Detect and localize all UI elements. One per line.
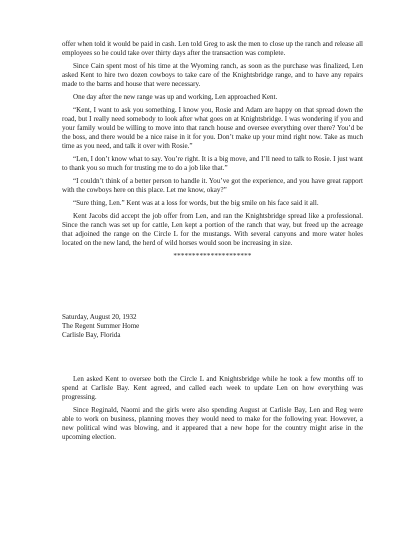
- paragraph-reginald-naomi: Since Reginald, Naomi and the girls were also spending August at Carlisle Bay, Len and Reg were able to work on business, planning moves they would need to make for the following year. However, a new political wind was blowing, and it appeared that a new hope for the country might arise in the upcoming election.: [62, 406, 363, 441]
- paragraph-offer-cash: offer when told it would be paid in cash. Len told Greg to ask the men to close up the ranch and release all employees so he could take over thirty days after the transaction was complete.: [62, 40, 363, 57]
- dateline: [62, 313, 363, 341]
- paragraph-kent-sure-thing: “Sure thing, Len.” Kent was at a loss for words, but the big smile on his face said it all.: [73, 198, 319, 207]
- section-separator: *********************: [173, 251, 252, 260]
- paragraph-len-response: “I couldn’t think of a better person to handle it. You’ve got the experience, and you have great rapport with the cowboys here on this place. Let me know, okay?”: [62, 176, 363, 194]
- section-two: [62, 375, 363, 442]
- dateline-place: The Regent Summer Home: [62, 321, 140, 330]
- paragraph-len-offer-speech: “Kent, I want to ask you something. I know you, Rosie and Adam are happy on that spread down the road, but I really need somebody to look after what goes on at Knightsbridge. I was wondering if you and your family would be willing to move into that ranch house and oversee everything over there? You’d be the boss, and there would be a nice raise in it for you. Don’t make up your mind right now. Take as much time as you need, and talk it over with Rosie.”: [62, 106, 363, 150]
- dateline-location: Carlisle Bay, Florida: [62, 330, 121, 339]
- paragraph-cain-wyoming: Since Cain spent most of his time at the Wyoming ranch, as soon as the purchase was finalized, Len asked Kent to hire two dozen cowboys to take care of the Knightsbridge range, and to have any repairs made to the barns and house that were necessary.: [62, 62, 363, 88]
- dateline-date: Saturday, August 20, 1932: [62, 312, 137, 321]
- paragraph-len-oversee: Len asked Kent to oversee both the Circle L and Knightsbridge while he took a few months off to spend at Carlisle Bay. Kent agreed, and called each week to update Len on how everything was progressing.: [62, 375, 363, 401]
- paragraph-kent-accepts: Kent Jacobs did accept the job offer from Len, and ran the Knightsbridge spread like a professional. Since the ranch was set up for cattle, Len kept a portion of the ranch that way, but freed up the acreage that adjoined the range on the Circle L for the mustangs. With several canyons and more water holes located on the new land, the herd of wild horses would soon be increasing in size.: [62, 211, 363, 247]
- paragraph-len-approaches-kent: One day after the new range was up and working, Len approached Kent.: [73, 92, 278, 101]
- paragraph-kent-reply: “Len, I don’t know what to say. You’re right. It is a big move, and I’ll need to talk to Rosie. I just want to thank you so much for trusting me to do a job like that.”: [62, 154, 363, 172]
